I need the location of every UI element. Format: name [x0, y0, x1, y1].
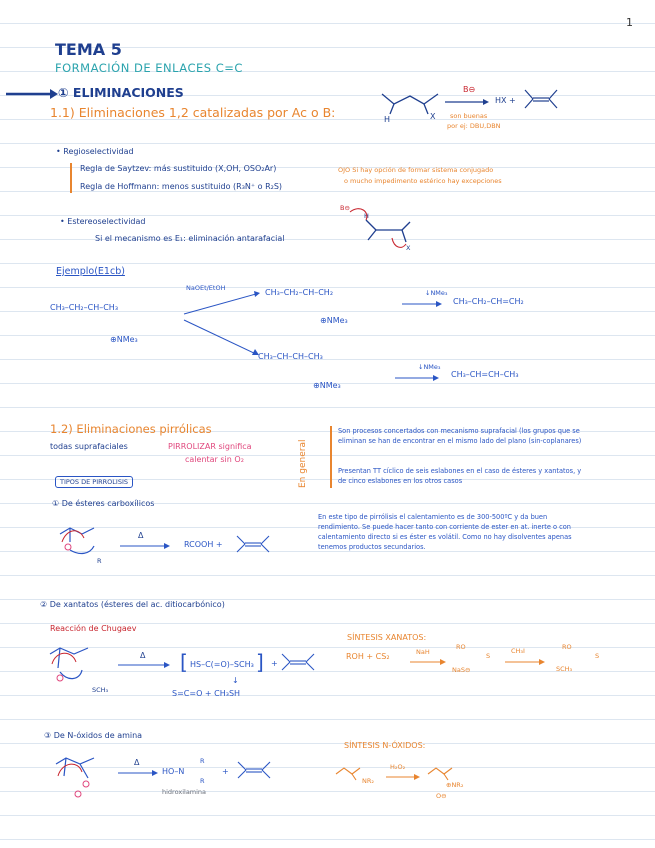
example-nme3: ⊕NMe₃	[110, 335, 138, 344]
xantate-nas: NaS⊖	[452, 666, 471, 674]
amine-oxide-nr2: ⊕NR₂	[446, 781, 464, 789]
amine-nr2: NR₂	[362, 777, 374, 785]
esteres-title: ① De ésteres carboxílicos	[52, 499, 155, 508]
hydroxylamine-r1: R	[200, 757, 205, 765]
scheme-h-label: H	[384, 115, 391, 124]
xantatos-reagent-ch3i: CH₃I	[511, 647, 525, 655]
hoffmann-rule: Regla de Hoffmann: menos sustituido (R₃N⁺ o R₂S)	[80, 182, 283, 191]
xantatos-reagent-nah: NaH	[416, 648, 430, 656]
scheme-note-1: son buenas	[450, 112, 488, 120]
estereo-title: • Estereoselectividad	[60, 217, 146, 226]
intermediate-2: CH₃–CH–CH–CH₃	[258, 352, 323, 361]
example-title: Ejemplo(E1cb)	[56, 266, 125, 277]
reaction-arrow-icon	[120, 542, 170, 550]
regio-bracket	[70, 163, 72, 193]
estereo-base: B⊖	[340, 204, 350, 212]
suprafaciales-label: todas suprafaciales	[50, 442, 128, 451]
product-1: CH₃–CH₂–CH=CH₂	[453, 297, 524, 306]
xantate-ro-1: RO	[456, 643, 466, 651]
hydroxylamine-r2: R	[200, 777, 205, 785]
en-general-label: En general	[298, 439, 308, 488]
reaction-arrow-icon	[386, 773, 420, 781]
tipos-pirrolisis-box: TIPOS DE PIRROLISIS	[55, 476, 133, 488]
alkene-icon	[280, 652, 316, 672]
xantate-s-2: S	[595, 652, 600, 660]
xantatos-reactants: ROH + CS₂	[346, 652, 390, 661]
hidroxilamina-label: hidroxilamina	[162, 788, 207, 796]
down-arrow-icon: ↓	[232, 676, 239, 685]
ojo-note-2: o mucho impedimento estérico hay excepciones	[344, 177, 502, 185]
noxido-reagent-h2o2: H₂O₂	[390, 763, 406, 771]
scheme-product: HX +	[495, 96, 516, 105]
reaction-arrow-icon	[118, 769, 158, 777]
en-general-bracket	[330, 426, 332, 488]
xantate-plus: +	[271, 659, 278, 668]
alkene-icon	[236, 760, 272, 780]
product-2: CH₃–CH=CH–CH₃	[451, 370, 519, 379]
section-heading-eliminaciones: ① ELIMINACIONES	[58, 85, 184, 100]
noxido-delta: Δ	[134, 758, 140, 767]
scheme-x-label: X	[430, 112, 436, 121]
saytzev-rule: Regla de Saytzev: más sustituido (X,OH, OSO₂Ar)	[80, 164, 277, 173]
amine-oxide-transition-state-sketch	[52, 754, 106, 804]
branch-arrows-icon	[182, 290, 262, 360]
pirrolizar-note-2: calentar sin O₂	[185, 455, 244, 464]
xantate-ro-2: RO	[562, 643, 572, 651]
bracket-left: [	[180, 650, 188, 674]
subheading-eliminaciones-12: 1.1) Eliminaciones 1,2 catalizadas por Ac o B:	[50, 105, 336, 120]
xantate-byproduct: S=C=O + CH₃SH	[172, 689, 241, 698]
noxidos-title: ③ De N-óxidos de amina	[44, 731, 143, 740]
xantate-ch3s: SCH₃	[556, 665, 573, 673]
reagent-nme3-2: ↓NMe₃	[418, 363, 441, 371]
example-starting-material: CH₃–CH₂–CH–CH₃	[50, 303, 119, 312]
xantate-delta: Δ	[140, 651, 146, 660]
estereo-line: Si el mecanismo es E₁: eliminación antarafacial	[95, 234, 285, 243]
intermediate-2-nme3: ⊕NMe₃	[313, 381, 341, 390]
esteres-description: En este tipo de pirrólisis el calentamiento es de 300-500ºC y da buen rendimiento. Se puede hacer tanto con corriente de ester en at. inerte o con calentamiento directo si es éster es volátil. Como no hay disolventes apenas tenemos productos secundarios.	[318, 513, 572, 551]
pirrolizar-note-1: PIRROLIZAR significa	[168, 442, 252, 451]
sintesis-noxidos-title: SÍNTESIS N-ÓXIDOS:	[344, 741, 426, 750]
amine-oxide-o-minus: O⊖	[436, 792, 447, 800]
chugaev-title: Reacción de Chugaev	[50, 624, 137, 633]
base-label: B⊖	[463, 85, 476, 94]
reaction-arrow-icon	[118, 661, 170, 669]
page-title: TEMA 5	[55, 40, 122, 59]
intermediate-1: CH₃–CH₂–CH–CH₂	[265, 288, 334, 297]
example-reagent: NaOEt/EtOH	[186, 284, 226, 292]
ester-delta: Δ	[138, 531, 144, 540]
alkene-icon	[235, 534, 271, 554]
estereo-h: H	[364, 212, 369, 220]
estereo-x: X	[406, 244, 411, 252]
general-text-2: Presentan TT cíclico de seis eslabones en el caso de ésteres y xantatos, y de cinco eslabones en los otros casos	[338, 467, 582, 485]
page-subtitle: FORMACIÓN DE ENLACES C=C	[55, 61, 243, 75]
sintesis-xantatos-title: SÍNTESIS XANATOS:	[347, 633, 427, 642]
section-heading-pirrolicas: 1.2) Eliminaciones pirrólicas	[50, 422, 212, 436]
scheme-note-2: por ej: DBU,DBN	[447, 122, 501, 130]
hydroxylamine-formula: HO–N	[162, 767, 185, 776]
arrow-icon	[6, 88, 58, 100]
alkene-icon	[523, 88, 559, 110]
ester-product: RCOOH +	[184, 540, 223, 549]
newman-projection-sketch	[346, 208, 416, 254]
xantate-sch3: SCH₃	[92, 686, 109, 694]
general-text-1: Son procesos concertados con mecanismo suprafacial (los grupos que se eliminan se han de encontrar en el mismo lado del plano (sin-coplanares)	[338, 427, 582, 445]
noxido-plus: +	[222, 767, 229, 776]
ester-r-label: R	[97, 557, 102, 565]
amine-oxide-skeleton-sketch	[426, 764, 460, 782]
xantate-intermediate: HS–C(=O)–SCH₃	[190, 660, 254, 669]
reaction-arrow-icon	[402, 300, 442, 308]
reagent-nme3-1: ↓NMe₃	[425, 289, 448, 297]
reaction-arrow-icon	[505, 658, 545, 666]
reaction-arrow-icon	[445, 98, 489, 106]
bracket-right: ]	[256, 650, 264, 674]
ojo-note-1: OJO Si hay opción de formar sistema conjugado	[338, 166, 494, 174]
xantatos-title: ② De xantatos (ésteres del ac. ditiocarbónico)	[40, 600, 225, 609]
reaction-arrow-icon	[410, 658, 446, 666]
intermediate-1-nme3: ⊕NMe₃	[320, 316, 348, 325]
regio-title: • Regioselectividad	[56, 147, 134, 156]
reaction-arrow-icon	[395, 374, 439, 382]
page-number: 1	[626, 16, 633, 29]
xantate-s-1: S	[486, 652, 491, 660]
